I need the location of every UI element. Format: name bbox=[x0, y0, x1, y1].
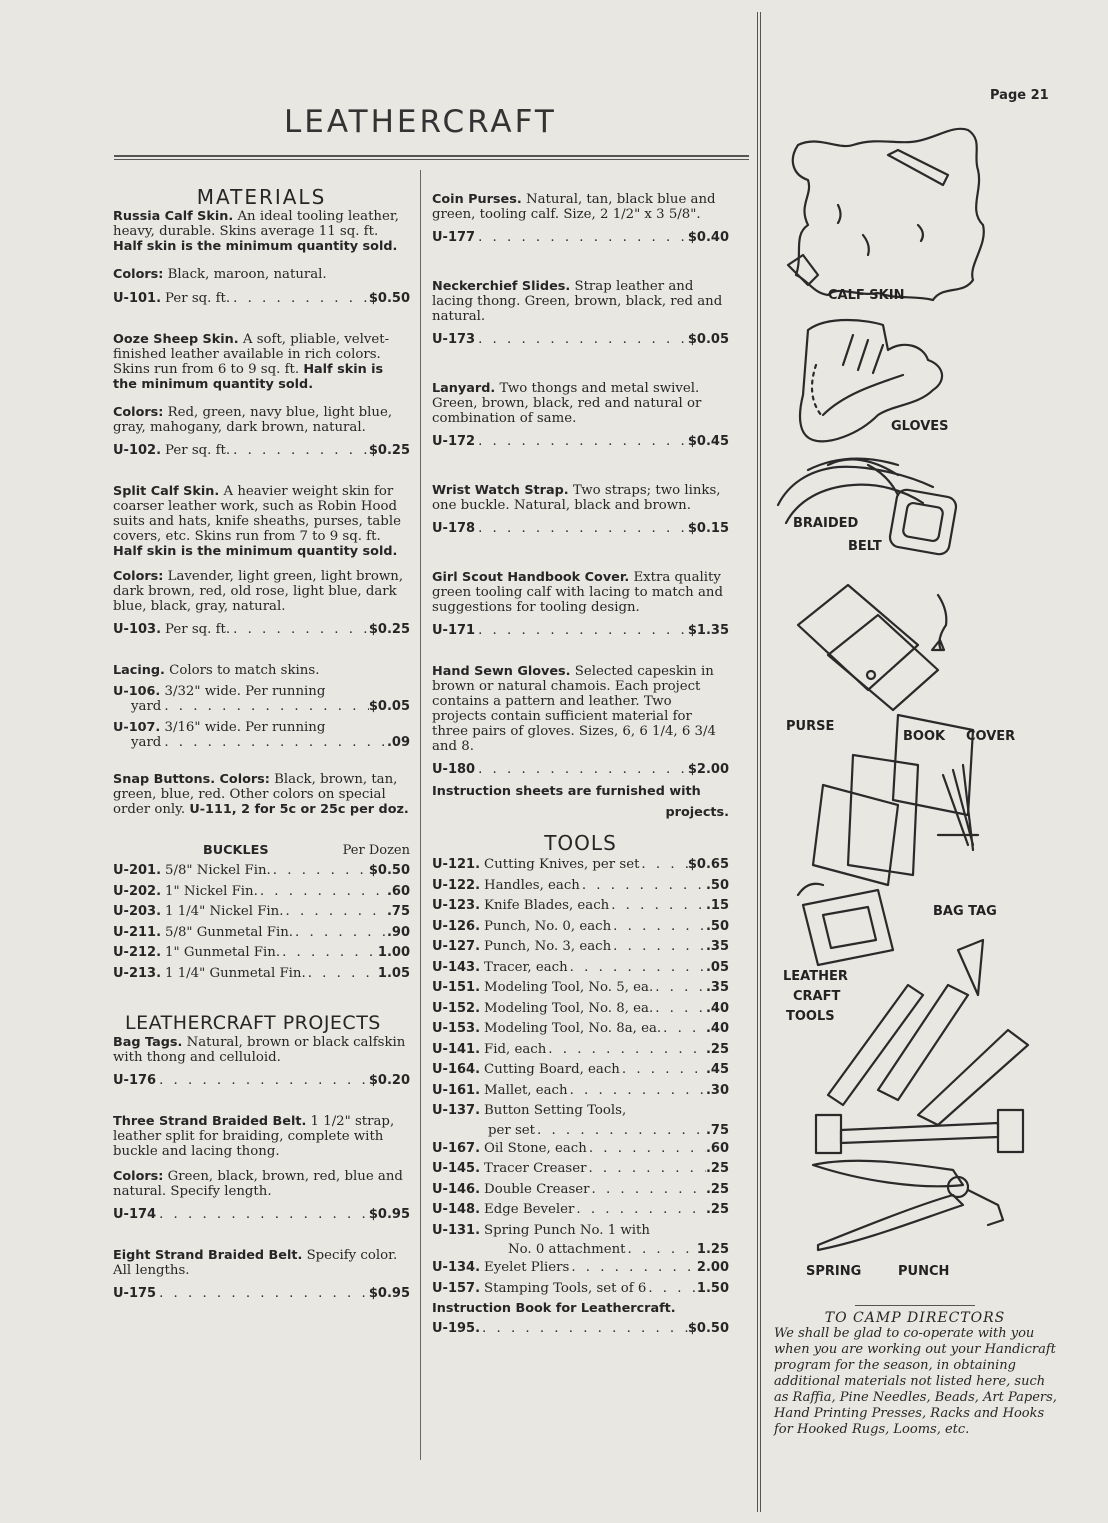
tool-row: U-127. Punch, No. 3, each . . . .35 bbox=[432, 937, 729, 958]
tool-row: U-161. Mallet, each . . . .30 bbox=[432, 1081, 729, 1102]
book-cover-illustration bbox=[813, 715, 978, 885]
price-row-u171: U-171 . . . $1.35 bbox=[432, 623, 729, 638]
tool-row: U-122. Handles, each . . . .50 bbox=[432, 876, 729, 897]
tool-row-u195: U-195. . . . $0.50 bbox=[432, 1319, 729, 1340]
neckerchief-desc: Neckerchief Slides. Strap leather and lacing thong. Green, brown, black, red and natural. bbox=[432, 279, 723, 324]
tools-list bbox=[432, 855, 729, 1340]
tool-row: U-151. Modeling Tool, No. 5, ea. . . . .35 bbox=[432, 978, 729, 999]
illustrations bbox=[768, 115, 1088, 1295]
russia-calf-colors: Colors: Black, maroon, natural. bbox=[113, 267, 327, 282]
instruction-note-end: projects. bbox=[665, 805, 729, 820]
tool-row: U-126. Punch, No. 0, each . . . .50 bbox=[432, 917, 729, 938]
calf-skin-illustration bbox=[788, 129, 984, 300]
price-row-u176: U-176 . . . $0.20 bbox=[113, 1073, 410, 1088]
tool-row: U-167. Oil Stone, each . . . .60 bbox=[432, 1139, 729, 1160]
price-row-u173: U-173 . . . $0.05 bbox=[432, 332, 729, 347]
price-row-u175: U-175 . . . $0.95 bbox=[113, 1286, 410, 1301]
punch-label: PUNCH bbox=[898, 1264, 950, 1279]
illustration-divider bbox=[757, 12, 761, 1512]
projects-heading: LEATHERCRAFT PROJECTS bbox=[125, 1012, 381, 1034]
price-row-u178: U-178 . . . $0.15 bbox=[432, 521, 729, 536]
tool-row: U-145. Tracer Creaser . . . .25 bbox=[432, 1159, 729, 1180]
eight-strand-desc: Eight Strand Braided Belt. Specify color. All lengths. bbox=[113, 1248, 398, 1278]
spring-punch-illustration bbox=[813, 1161, 1003, 1250]
cover-label: COVER bbox=[966, 729, 1016, 744]
ooze-sheep-desc: Ooze Sheep Skin. A soft, pliable, velvet-finished leather available in rich colors. Skins run from 6 to 9 sq. ft. Half skin is the minimum quantity sold. bbox=[113, 332, 390, 392]
coin-purses-desc: Coin Purses. Natural, tan, black blue and green, tooling calf. Size, 2 1/2" x 3 5/8". bbox=[432, 192, 716, 222]
spring-label: SPRING bbox=[806, 1264, 862, 1279]
price-row-u107: U-107. 3/16" wide. Per running yard . . . .09 bbox=[113, 720, 410, 750]
camp-directors-title: TO CAMP DIRECTORS bbox=[824, 1310, 1006, 1326]
gloves-label: GLOVES bbox=[891, 419, 949, 434]
purse-label: PURSE bbox=[786, 719, 835, 734]
craft-label: CRAFT bbox=[793, 989, 841, 1004]
three-strand-colors: Colors: Green, black, brown, red, blue and natural. Specify length. bbox=[113, 1169, 403, 1199]
buckle-row: U-202. 1" Nickel Fin. . . . .60 bbox=[113, 882, 410, 903]
wrist-strap-desc: Wrist Watch Strap. Two straps; two links, one buckle. Natural, black and brown. bbox=[432, 483, 721, 513]
camp-rule bbox=[855, 1305, 975, 1306]
calf-skin-label: CALF SKIN bbox=[828, 288, 905, 303]
column-divider bbox=[420, 170, 421, 1460]
price-row-u174: U-174 . . . $0.95 bbox=[113, 1207, 410, 1222]
page-title: LEATHERCRAFT bbox=[284, 104, 557, 140]
tool-row: U-143. Tracer, each . . . .05 bbox=[432, 958, 729, 979]
materials-heading: MATERIALS bbox=[196, 185, 327, 209]
tool-row-u131: U-131. Spring Punch No. 1 with No. 0 attachment . . . 1.25 bbox=[432, 1221, 729, 1259]
tool-row: U-123. Knife Blades, each . . . .15 bbox=[432, 896, 729, 917]
tools-heading: TOOLS bbox=[544, 831, 617, 855]
bag-tags-desc: Bag Tags. Natural, brown or black calfskin with thong and celluloid. bbox=[113, 1035, 406, 1065]
bag-tag-label: BAG TAG bbox=[933, 904, 997, 919]
leathercraft-tools-illustration bbox=[828, 985, 1028, 1125]
price-row-u177: U-177 . . . $0.40 bbox=[432, 230, 729, 245]
braided-label: BRAIDED bbox=[793, 516, 859, 531]
gloves-desc: Hand Sewn Gloves. Selected capeskin in brown or natural chamois. Each project contains a pattern and leather. Two projects contain sufficient material for three pairs of gloves. Sizes, 6, 6 1/4, 6 3/4 and 8. bbox=[432, 664, 716, 754]
buckle-row: U-201. 5/8" Nickel Fin. . . . $0.50 bbox=[113, 861, 410, 882]
instruction-book-label: Instruction Book for Leathercraft. bbox=[432, 1301, 676, 1316]
tool-row: U-146. Double Creaser . . . .25 bbox=[432, 1180, 729, 1201]
ooze-sheep-colors: Colors: Red, green, navy blue, light blue, gray, mahogany, dark brown, natural. bbox=[113, 405, 393, 435]
tool-row-u137: U-137. Button Setting Tools, per set . . . .75 bbox=[432, 1101, 729, 1139]
book-label: BOOK bbox=[903, 729, 946, 744]
buckles-heading: BUCKLES Per Dozen bbox=[203, 843, 410, 858]
lanyard-desc: Lanyard. Two thongs and metal swivel. Green, brown, black, red and natural or combination of same. bbox=[432, 381, 702, 426]
leather-label: LEATHER bbox=[783, 969, 848, 984]
belt-label: BELT bbox=[848, 539, 882, 554]
buckle-row: U-212. 1" Gunmetal Fin. . . . 1.00 bbox=[113, 943, 410, 964]
tool-row: U-148. Edge Beveler . . . .25 bbox=[432, 1200, 729, 1221]
buckle-row: U-213. 1 1/4" Gunmetal Fin. . . . 1.05 bbox=[113, 964, 410, 985]
middle-column bbox=[432, 192, 729, 1340]
russia-calf-desc: Russia Calf Skin. An ideal tooling leather, heavy, durable. Skins average 11 sq. ft. Half skin is the minimum quantity sold. bbox=[113, 209, 399, 254]
tool-row: U-153. Modeling Tool, No. 8a, ea. . . . .40 bbox=[432, 1019, 729, 1040]
price-row-u106: U-106. 3/32" wide. Per running yard . . . $0.05 bbox=[113, 684, 410, 714]
handbook-cover-desc: Girl Scout Handbook Cover. Extra quality green tooling calf with lacing to match and suggestions for tooling design. bbox=[432, 570, 723, 615]
three-strand-desc: Three Strand Braided Belt. 1 1/2" strap, leather split for braiding, complete with buckle and lacing thong. bbox=[113, 1114, 395, 1159]
camp-directors-text: We shall be glad to co-operate with you when you are working out your Handicraft program for the season, in obtaining additional materials not listed here, such as Raffia, Pine Needles, Beads, Art Papers, Hand Printing Presses, Racks and Hooks for Hooked Rugs, Looms, etc. bbox=[774, 1326, 1057, 1437]
tool-row: U-134. Eyelet Pliers . . . 2.00 bbox=[432, 1258, 729, 1279]
purse-illustration bbox=[798, 585, 946, 710]
price-row-u172: U-172 . . . $0.45 bbox=[432, 434, 729, 449]
page-number: Page 21 bbox=[990, 88, 1049, 103]
price-row-u180: U-180 . . . $2.00 bbox=[432, 762, 729, 777]
tools-label: TOOLS bbox=[786, 1009, 835, 1024]
price-row-u101: U-101. Per sq. ft. . . . $0.50 bbox=[113, 291, 410, 306]
price-row-u103: U-103. Per sq. ft. . . . $0.25 bbox=[113, 622, 410, 637]
snap-buttons: Snap Buttons. Colors: Black, brown, tan, green, blue, red. Other colors on special order only. U-111, 2 for 5c or 25c per doz. bbox=[113, 772, 409, 817]
buckle-row: U-203. 1 1/4" Nickel Fin. . . . .75 bbox=[113, 902, 410, 923]
split-calf-colors: Colors: Lavender, light green, light brown, dark brown, red, old rose, light blue, dark blue, black, gray, natural. bbox=[113, 569, 404, 614]
tool-row: U-152. Modeling Tool, No. 8, ea. . . . .40 bbox=[432, 999, 729, 1020]
price-row-u102: U-102. Per sq. ft. . . . $0.25 bbox=[113, 443, 410, 458]
instruction-note: Instruction sheets are furnished with bbox=[432, 784, 701, 799]
lacing-intro: Lacing. Colors to match skins. bbox=[113, 663, 320, 678]
tool-row: U-121. Cutting Knives, per set . . . $0.65 bbox=[432, 855, 729, 876]
title-rule bbox=[114, 155, 749, 160]
buckle-row: U-211. 5/8" Gunmetal Fin. . . . .90 bbox=[113, 923, 410, 944]
left-column bbox=[113, 185, 410, 1301]
tool-row: U-157. Stamping Tools, set of 6 . . . 1.50 bbox=[432, 1279, 729, 1300]
tool-row: U-141. Fid, each . . . .25 bbox=[432, 1040, 729, 1061]
split-calf-desc: Split Calf Skin. A heavier weight skin for coarser leather work, such as Robin Hood suits and hats, knife sheaths, purses, table covers, etc. Skins run from 7 to 9 sq. ft. Half skin is the minimum quantity sold. bbox=[113, 484, 401, 559]
tool-row: U-164. Cutting Board, each . . . .45 bbox=[432, 1060, 729, 1081]
camp-directors-box bbox=[770, 1305, 1060, 1438]
buckles-list bbox=[113, 861, 410, 984]
